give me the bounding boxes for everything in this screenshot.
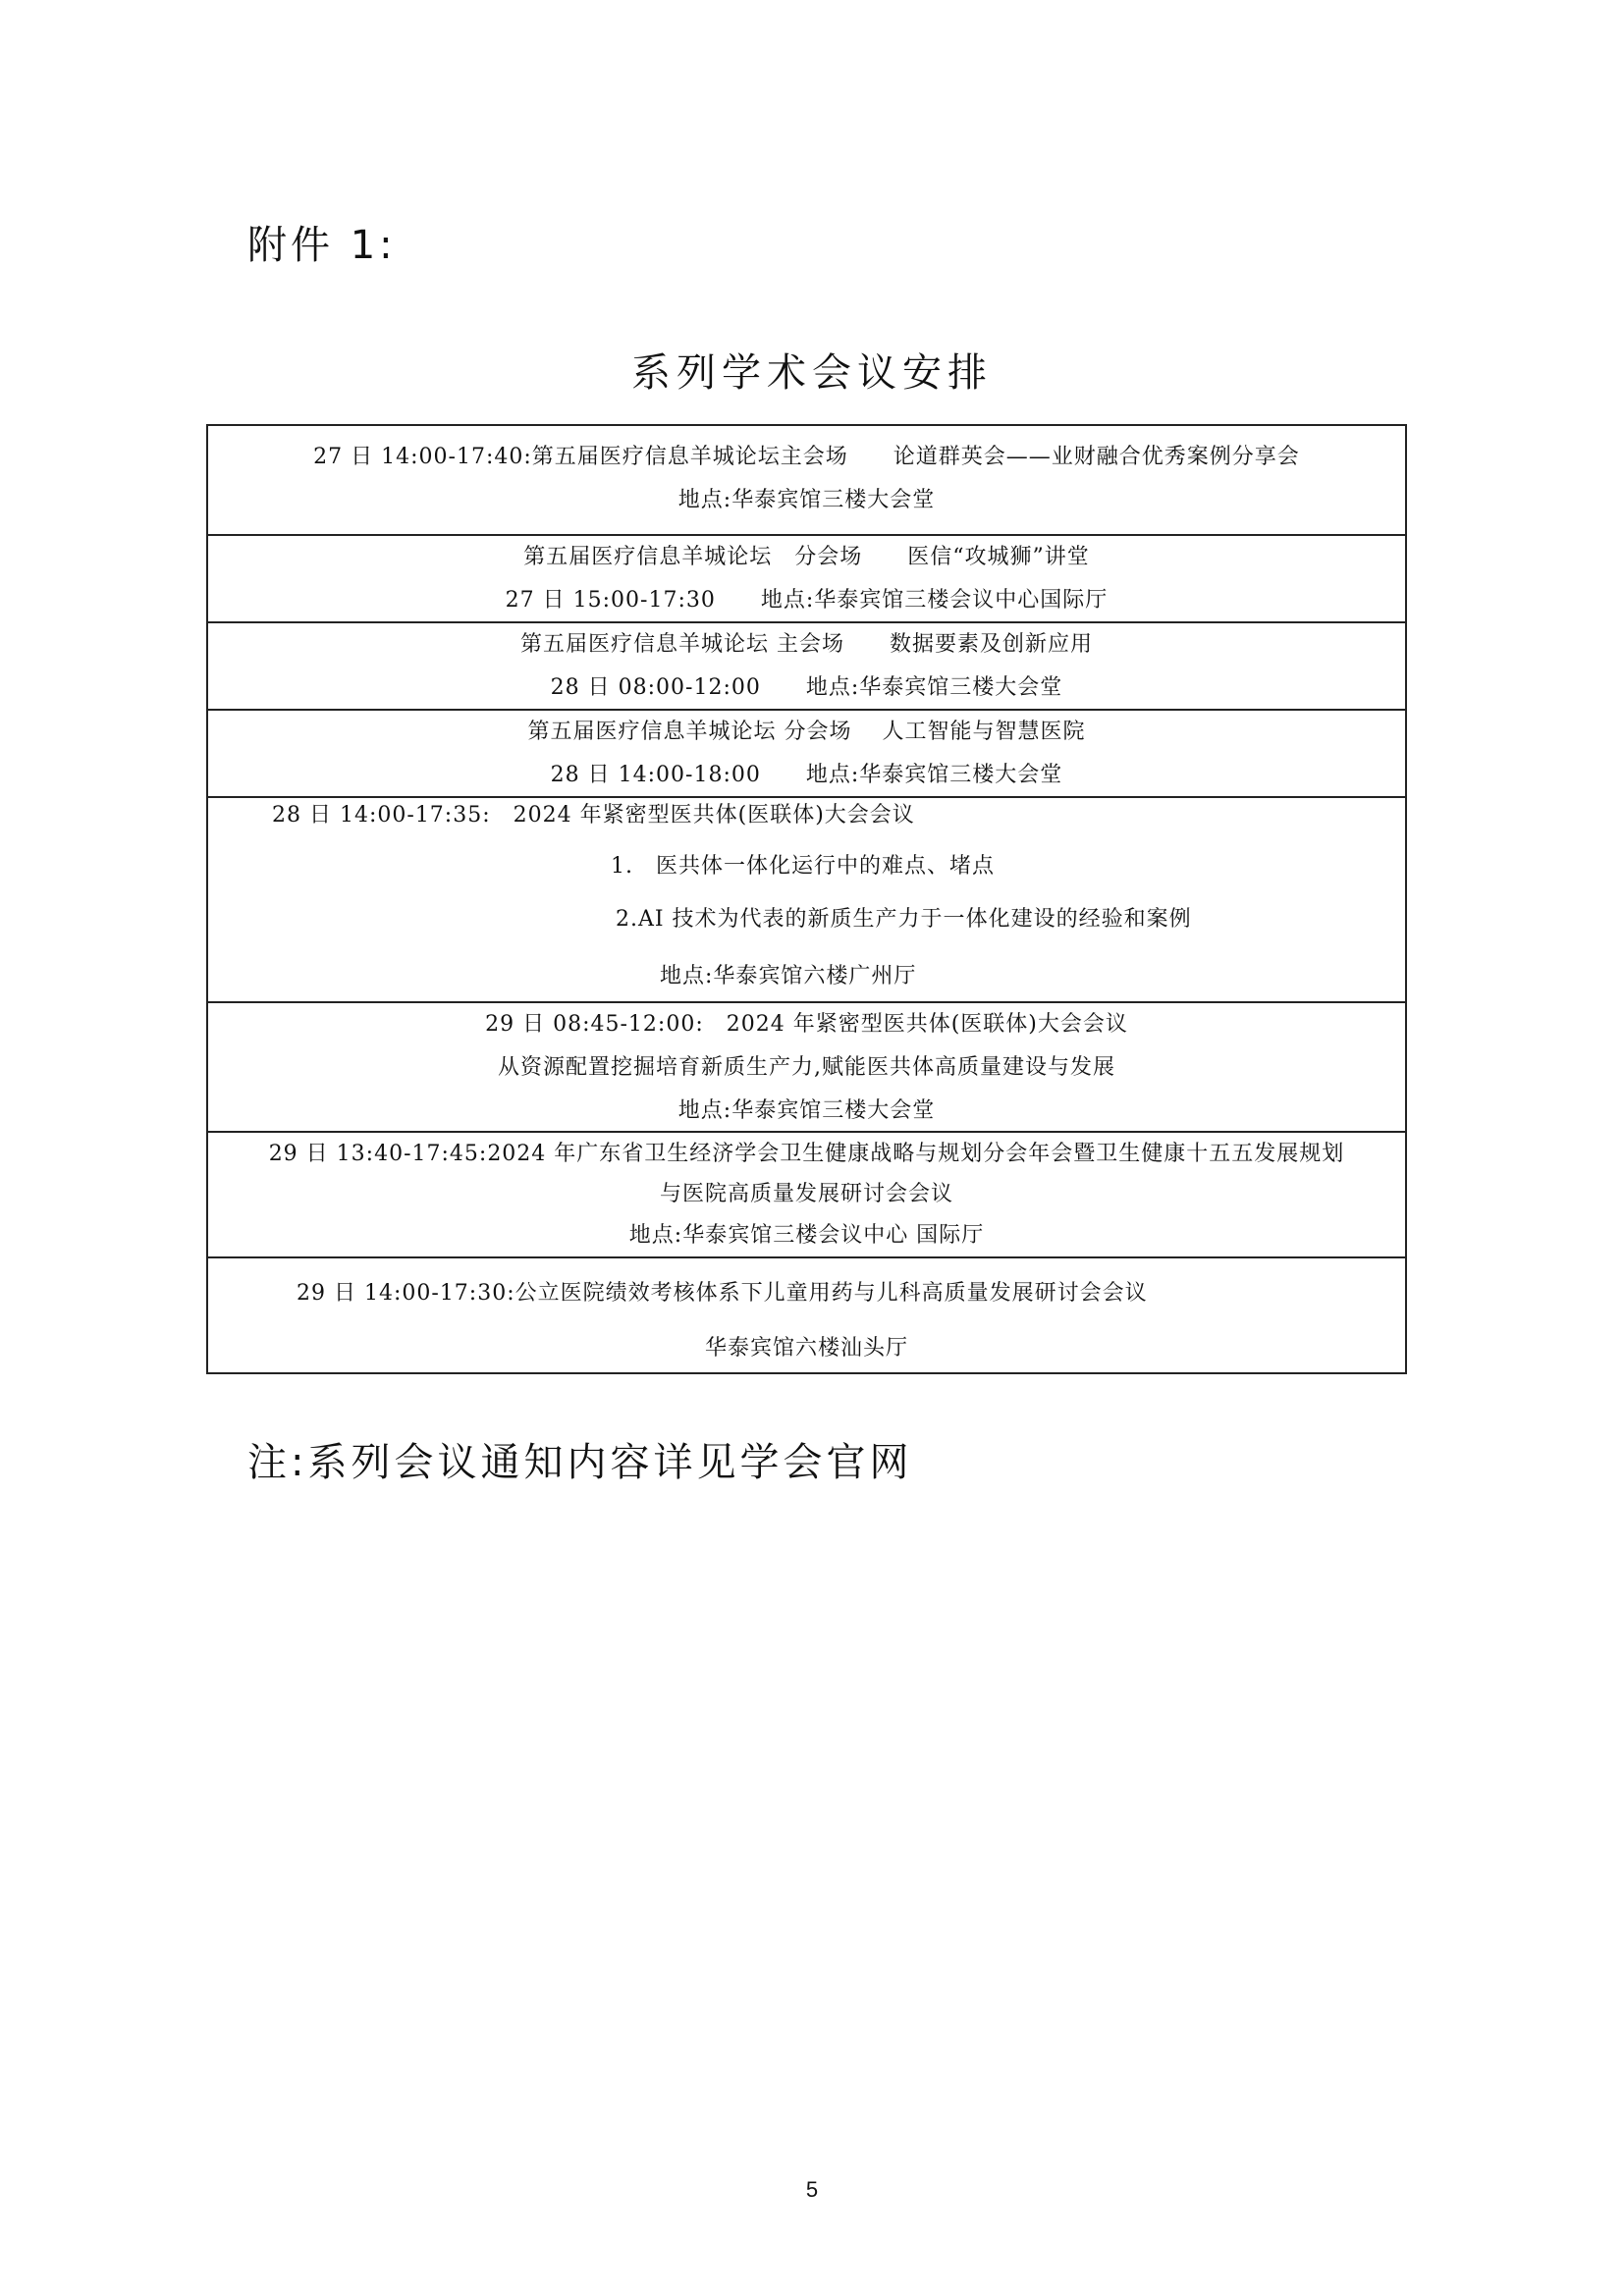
- schedule-row: [208, 796, 1405, 1001]
- session-heading: 28 日 14:00-17:35: 2024 年紧密型医共体(医联体)大会会议: [272, 803, 915, 828]
- schedule-row: [208, 709, 1405, 796]
- schedule-row: [208, 1001, 1405, 1131]
- session-topic-item: 2.AI 技术为代表的新质生产力于一体化建设的经验和案例: [616, 907, 1192, 932]
- session-time-venue: 27 日 15:00-17:30 地点:华泰宾馆三楼会议中心国际厅: [505, 588, 1109, 613]
- schedule-table: [206, 424, 1407, 1374]
- page-number: 5: [805, 2177, 819, 2202]
- document-title: 系列学术会议安排: [631, 350, 993, 396]
- schedule-row: [208, 1131, 1405, 1256]
- session-heading: 第五届医疗信息羊城论坛 分会场 医信“攻城狮”讲堂: [523, 545, 1090, 569]
- schedule-row: [208, 1256, 1405, 1372]
- session-subtitle: 从资源配置挖掘培育新质生产力,赋能医共体高质量建设与发展: [498, 1055, 1115, 1080]
- session-heading: 第五届医疗信息羊城论坛 分会场 人工智能与智慧医院: [527, 720, 1086, 744]
- session-heading: 29 日 14:00-17:30:公立医院绩效考核体系下儿童用药与儿科高质量发展研讨会会议: [297, 1281, 1148, 1306]
- session-venue: 地点:华泰宾馆三楼大会堂: [677, 488, 936, 512]
- session-topic-item: 1. 医共体一体化运行中的难点、堵点: [611, 854, 995, 879]
- session-heading-continued: 与医院高质量发展研讨会会议: [659, 1182, 953, 1206]
- footnote: 注:系列会议通知内容详见学会官网: [247, 1440, 913, 1485]
- schedule-row: [208, 426, 1405, 534]
- schedule-row: [208, 534, 1405, 621]
- session-heading: 第五届医疗信息羊城论坛 主会场 数据要素及创新应用: [520, 632, 1093, 657]
- session-time-venue: 28 日 14:00-18:00 地点:华泰宾馆三楼大会堂: [550, 763, 1063, 787]
- session-time-venue: 28 日 08:00-12:00 地点:华泰宾馆三楼大会堂: [550, 675, 1063, 700]
- attachment-label: 附件 1:: [247, 223, 397, 268]
- session-venue: 华泰宾馆六楼汕头厅: [704, 1336, 908, 1361]
- session-heading: 27 日 14:00-17:40:第五届医疗信息羊城论坛主会场 论道群英会——业财融合优秀案例分享会: [313, 445, 1300, 469]
- schedule-row: [208, 621, 1405, 709]
- session-venue: 地点:华泰宾馆三楼会议中心 国际厅: [628, 1223, 985, 1248]
- session-venue: 地点:华泰宾馆六楼广州厅: [660, 964, 917, 988]
- session-heading: 29 日 08:45-12:00: 2024 年紧密型医共体(医联体)大会会议: [485, 1012, 1128, 1037]
- session-heading: 29 日 13:40-17:45:2024 年广东省卫生经济学会卫生健康战略与规划分会年会暨卫生健康十五五发展规划: [268, 1142, 1345, 1166]
- session-venue: 地点:华泰宾馆三楼大会堂: [677, 1098, 936, 1123]
